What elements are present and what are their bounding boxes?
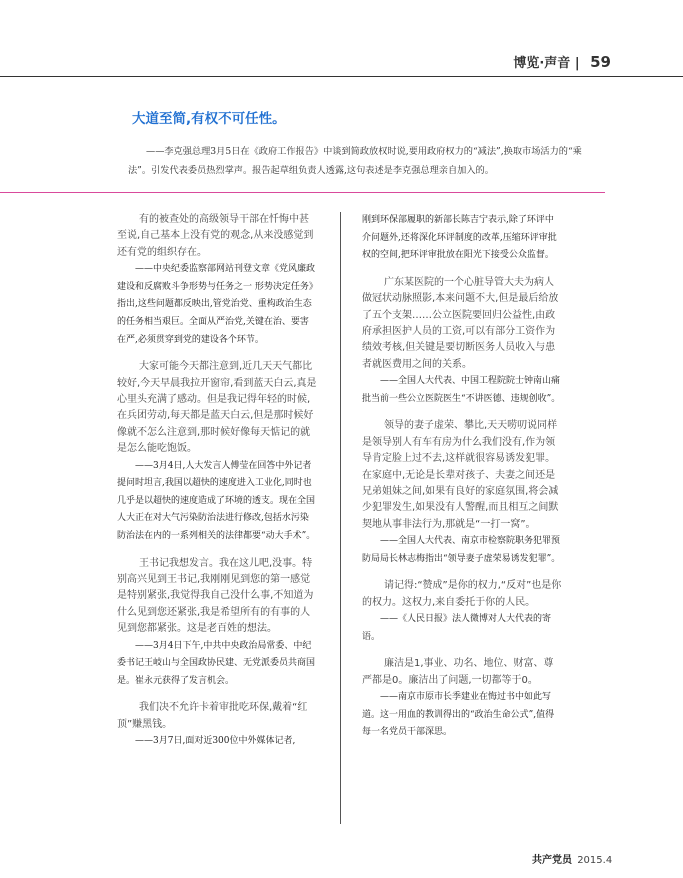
column-divider [340, 212, 341, 824]
quote-text: 广东某医院的一个心脏导管大夫为病人做冠状动脉照影,本来问题不大,但是最后给放了五个支架……公立医院要回归公益性,由政府承担医护人员的工资,可以有部分工资作为绩效考核,但关键是要切断医务人员收入与患者就医费用之间的关系。 [362, 276, 559, 370]
page-number: 59 [590, 53, 611, 71]
quote-text: 大家可能今天都注意到,近几天天气都比较好,今天早晨我拉开窗帘,看到蓝天白云,真是心里头充满了感动。但是我记得年轻的时候,在兵团劳动,每天都是蓝天白云,但是那时候好像就不怎么注意到,那时候好像每天惦记的就是怎么能吃饱饭。 [117, 361, 317, 455]
quote-entry [117, 212, 317, 349]
issue-number: 2015.4 [577, 855, 613, 866]
left-column [117, 212, 317, 761]
lead-attribution: ——李克强总理3月5日在《政府工作报告》中谈到简政放权时说,要用政府权力的“减法”,换取市场活力的“乘法”。引发代表委员热烈掌声。报告起草组负责人透露,这句表述是李克强总理亲自加入的。 [128, 146, 582, 176]
quote-attribution-continued: 刚到环保部履职的新部长陈吉宁表示,除了环评中介问题外,还将深化环评制度的改革,压缩环评审批权的空间,把环评审批放在阳光下接受公众监督。 [362, 215, 557, 261]
quote-entry [362, 418, 562, 568]
quote-text: 廉洁是1,事业、功名、地位、财富、尊严都是0。廉洁出了问题,一切都等于0。 [362, 658, 554, 686]
quote-entry [117, 359, 317, 545]
lead-quote-block [128, 107, 596, 180]
lead-headline: 大道至简,有权不可任性。 [132, 111, 286, 127]
quote-attribution: ——全国人大代表、中国工程院院士钟南山痛批当前一些公立医院医生“不讲医德、违规创收”。 [362, 376, 561, 404]
quote-attribution: ——全国人大代表、南京市检察院职务犯罪预防局局长林志梅指出“领导妻子虚荣易诱发犯罪”。 [362, 536, 561, 564]
magazine-logo: 共产党员 [532, 855, 572, 866]
quote-attribution: ——《人民日报》法人微博对人大代表的寄语。 [362, 614, 552, 642]
quote-text: 王书记我想发言。我在这儿吧,没事。特别高兴见到王书记,我刚刚见到您的第一感觉是特别紧张,我觉得我自己没什么事,不知道为什么见到您还紧张,我是希望所有的有事的人见到您都紧张。这是老百姓的想法。 [117, 557, 314, 635]
quote-text: 请记得:“赞成”是你的权力,“反对”也是你的权力。这权力,来自委托于你的人民。 [362, 580, 562, 608]
quote-entry [362, 275, 562, 409]
lead-divider [0, 192, 605, 193]
right-column [362, 212, 562, 752]
quote-text: 领导的妻子虚荣、攀比,天天唠叨说同样是领导别人有车有房为什么我们没有,作为领导肯定脸上过不去,这样就很容易诱发犯罪。在家庭中,无论是长辈对孩子、夫妻之间还是兄弟姐妹之间,如果有良好的家庭氛围,将会减少犯罪发生,如果没有人警醒,而且相互之间默契地从事非法行为,那就是“一打一窝”。 [362, 420, 559, 530]
quote-attribution: ——南京市原市长季建业在悔过书中如此写道。这一用血的教训得出的“政治生命公式”,值得每一名党员干部深思。 [362, 692, 555, 738]
quote-entry [117, 556, 317, 691]
quote-text: 有的被查处的高级领导干部在忏悔中甚至说,自己基本上没有党的观念,从来没感觉到还有党的组织存在。 [117, 214, 314, 258]
quote-attribution: ——3月4日,人大发言人傅莹在回答中外记者提问时坦言,我国以超快的速度进入工业化,同时也几乎是以超快的速度造成了环境的透支。现在全国人大正在对大气污染防治法进行修改,包括水污染防治法在内的一系列相关的法律都要“动大手术”。 [117, 460, 316, 541]
quote-attribution: ——中央纪委监察部网站刊登文章《党风廉政建设和反腐败斗争形势与任务之一 形势决定任务》指出,这些问题都反映出,管党治党、重构政治生态的任务相当艰巨。全面从严治党,关键在治、要害在严,必须贯穿到党的建设各个环节。 [117, 264, 316, 345]
header-separator: | [574, 56, 580, 71]
quote-entry [362, 578, 562, 646]
section-title: 博览·声音 [513, 56, 571, 71]
quote-attribution: ——3月4日下午,中共中央政治局常委、中纪委书记王岐山与全国政协民建、无党派委员共商国是。崔永元获得了发言机会。 [117, 640, 316, 686]
quote-entry [117, 700, 317, 750]
header-rule [0, 76, 683, 77]
page-footer [532, 851, 612, 866]
quote-text: 我们决不允许卡着审批吃环保,戴着“红顶”赚黑钱。 [117, 702, 308, 730]
quote-entry [362, 212, 562, 265]
quote-attribution: ——3月7日,面对近300位中外媒体记者, [135, 736, 296, 747]
quote-entry [362, 656, 562, 742]
page-header [513, 52, 611, 71]
